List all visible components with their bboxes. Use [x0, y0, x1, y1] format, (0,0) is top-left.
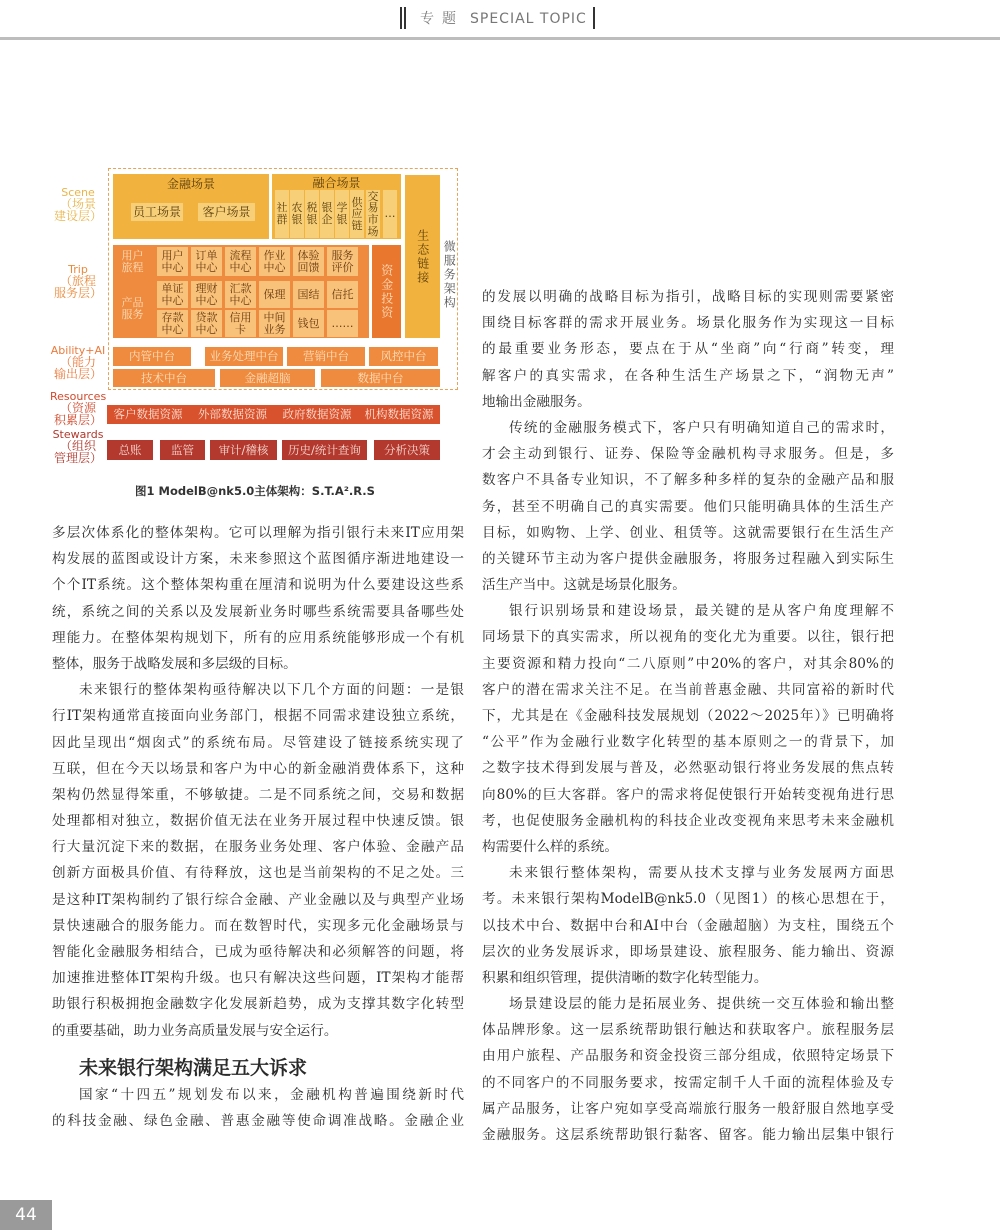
ability-platform	[287, 347, 365, 366]
fusion-item	[290, 190, 304, 238]
text-line: 体品牌形象。这一层系统帮助银行触达和获取客户。旅程服务层	[482, 1022, 894, 1039]
ability-platform-label: 金融超脑	[244, 370, 291, 385]
ability-platform-label: 内管中台	[129, 349, 175, 364]
text-line: 主要资源和精力投向“二八原则”中20%的客户，对其余80%的	[482, 655, 894, 672]
product-cell	[293, 281, 324, 308]
text-line: “公平”作为金融行业数字化转型的基本原则之一的背景下，加	[482, 734, 894, 751]
ability-platform	[321, 369, 440, 387]
text-line: 行IT架构通常直接面向业务部门，根据不同需求建设独立系统，	[52, 708, 464, 725]
text-line: 的重要基础，助力业务高质量发展与安全运行。	[52, 1022, 338, 1039]
resource-item-label: 政府数据资源	[282, 407, 352, 422]
header-bar	[400, 7, 402, 29]
text-line: 因此呈现出“烟囱式”的系统布局。尽管建设了链接系统实现了	[52, 734, 464, 751]
layer-label-en: Scene	[61, 186, 95, 199]
fusion-item	[305, 190, 319, 238]
product-cell	[191, 310, 222, 337]
product-cell	[225, 281, 256, 308]
ability-platform-label: 技术中台	[141, 370, 187, 385]
text-line: 统，系统之间的关系以及发展新业务时哪些系统需要具备哪些处	[52, 603, 464, 620]
product-cell	[259, 281, 290, 308]
trip-cell	[327, 247, 358, 276]
text-line: 向80%的巨大客群。客户的需求将促使银行开始转变视角进行思	[482, 786, 894, 803]
left-column	[52, 520, 464, 1134]
steward-item	[107, 440, 153, 460]
text-line: 的科技金融、绿色金融、普惠金融等使命调准战略。金融企业	[52, 1112, 464, 1129]
paragraph	[482, 598, 894, 860]
layer-label-cn: （旅程	[59, 274, 96, 288]
resource-item	[276, 405, 358, 424]
steward-item	[210, 440, 277, 460]
text-line: 场景建设层的能力是拓展业务、提供统一交互体验和输出整	[509, 996, 894, 1013]
layer-label	[50, 264, 106, 299]
trip-cell	[225, 247, 256, 276]
product-cell	[157, 310, 188, 337]
section-cn: 专题	[420, 11, 464, 27]
layer-label-en: Trip	[68, 263, 88, 276]
ability-platform	[113, 369, 215, 387]
product-cell	[191, 281, 222, 308]
trip-cell	[157, 247, 188, 276]
steward-item-label: 历史/统计查询	[288, 442, 361, 457]
ability-platform	[220, 369, 315, 387]
steward-item-label: 分析决策	[384, 442, 430, 457]
text-line: 考。未来银行架构ModelB@nk5.0（见图1）的核心思想在于，	[482, 891, 894, 908]
product-cell-label: 理财中心	[195, 281, 218, 307]
page-header	[0, 0, 1000, 40]
resource-item-label: 客户数据资源	[113, 407, 183, 422]
layer-label	[50, 429, 106, 464]
text-line: 下，尤其是在《金融科技发展规划（2022～2025年）》已明确将	[482, 708, 894, 724]
ability-platform-label: 风控中台	[380, 349, 427, 364]
resource-item-label: 机构数据资源	[364, 407, 434, 422]
product-cell	[225, 310, 256, 337]
resource-item	[191, 405, 274, 424]
layer-label	[50, 391, 106, 426]
text-line: 之数字技术得到发展与普及，必然驱动银行将业务发展的焦点转	[482, 760, 894, 777]
text-line: 整体，服务于战略发展和多层级的目标。	[52, 655, 297, 672]
text-line: 景快速融合的服务能力。而在数智时代，实现多元化金融场景与	[52, 917, 464, 934]
layer-label-cn: 输出层）	[53, 367, 102, 381]
text-line: 构发展的蓝图或设计方案，未来参照这个蓝图循序渐进地建设一	[52, 551, 464, 568]
fund-invest-block	[372, 245, 401, 338]
text-line: 传统的金融服务模式下，客户只有明确知道自己的需求时，	[509, 419, 894, 436]
text-line: 地输出金融服务。	[482, 393, 591, 410]
product-cell	[327, 310, 358, 337]
steward-item-label: 总账	[118, 442, 142, 457]
text-line: 国家“十四五”规划发布以来，金融机构普遍围绕新时代	[79, 1086, 464, 1103]
ability-platform-label: 营销中台	[303, 349, 349, 364]
product-cell-label: 中间业务	[263, 310, 286, 336]
trip-cell-label: 作业中心	[263, 248, 286, 274]
layer-label	[50, 345, 106, 380]
text-line: 理能力。在整体架构规划下，所有的应用系统能够形成一个有机	[52, 629, 464, 646]
scene-item-label: 客户场景	[202, 204, 251, 219]
header-bar	[593, 7, 595, 29]
fusion-scene-title	[272, 175, 401, 191]
text-line: 数客户不具备专业知识，不了解多种多样的复杂的金融产品和服	[482, 472, 894, 489]
trip-cell-label: 订单中心	[195, 248, 218, 274]
resource-item-label: 外部数据资源	[198, 407, 267, 422]
trip-cell-label: 流程中心	[229, 248, 252, 274]
ability-platform-label: 业务处理中台	[209, 349, 279, 364]
finance-scene-title-label: 金融场景	[166, 176, 215, 191]
text-line: 行大量沉淀下来的数据，在服务业务处理、客户体验、金融产品	[52, 839, 464, 856]
text-line: 属产品服务，让客户宛如享受高端旅行服务一般舒服自然地享受	[482, 1100, 894, 1117]
layer-label-cn: （资源	[59, 401, 96, 415]
text-line: 是这种IT架构制约了银行综合金融、产业金融以及与典型产业场	[52, 891, 464, 908]
layer-label-cn: （场景	[59, 197, 96, 211]
steward-item	[282, 440, 367, 460]
layer-label-en: Ability+AI	[50, 344, 106, 357]
paragraph	[482, 415, 894, 598]
text-line: 创新方面极具价值、有待释放，这也是当前架构的不足之处。三	[52, 865, 464, 882]
product-cell	[327, 281, 358, 308]
text-line: 目标，如购物、上学、创业、租赁等。这就需要银行在生活生产	[482, 524, 894, 541]
product-cell-label: 保理	[263, 287, 286, 301]
fusion-item-label: 税银	[306, 201, 318, 226]
product-cell-label: 钱包	[297, 316, 320, 330]
right-column	[482, 284, 894, 1148]
fusion-scene-title-label: 融合场景	[312, 175, 361, 190]
layer-label-en: Resources	[50, 390, 107, 403]
text-line: 以技术中台、数据中台和AI中台（金融超脑）为支柱，围绕五个	[482, 917, 894, 934]
text-line: 的发展以明确的战略目标为指引，战略目标的实现则需要紧密	[482, 289, 894, 305]
product-service-label	[114, 281, 151, 337]
text-line: 解客户的真实需求，在各种生活生产场景之下，“润物无声”	[482, 367, 894, 384]
layer-label-en: Stewards	[52, 428, 104, 441]
section-heading: 未来银行架构满足五大诉求	[79, 1056, 308, 1079]
section-title	[420, 8, 587, 28]
eco-link-block	[405, 175, 440, 338]
steward-item-label: 监管	[171, 442, 194, 457]
steward-item	[160, 440, 205, 460]
microservice-label-label: 微服务架构	[442, 240, 457, 310]
trip-cell	[191, 247, 222, 276]
fusion-item	[366, 190, 380, 238]
text-line: 的最重要业务形态，要点在于从“坐商”向“行商”转变，理	[482, 341, 894, 358]
text-line: 未来银行整体架构，需要从技术支撑与业务发展两方面思	[509, 865, 894, 882]
fusion-item-label: 供应链	[351, 195, 363, 232]
fusion-item	[383, 190, 397, 238]
fusion-item	[350, 190, 364, 238]
text-line: 同场景下的真实需求，所以视角的变化尤为重要。以往，银行把	[482, 629, 894, 646]
product-cell-label: 国结	[297, 287, 320, 301]
product-cell	[259, 310, 290, 337]
finance-scene-title	[113, 176, 269, 192]
product-service-label-label: 产品服务	[121, 296, 144, 321]
fusion-item-label: 社群	[276, 201, 288, 226]
header-bar	[404, 7, 406, 29]
text-line: 才会主动到银行、证券、保险等金融机构寻求服务。但是，多	[482, 446, 894, 463]
fusion-item-label: 农银	[291, 201, 303, 226]
paragraph	[52, 520, 464, 677]
product-cell	[157, 281, 188, 308]
trip-cell-label: 体验回馈	[297, 248, 320, 274]
eco-link-block-label: 生态链接	[415, 228, 430, 285]
product-cell-label: 信托	[331, 287, 354, 301]
fusion-item	[335, 190, 349, 238]
product-cell	[293, 310, 324, 337]
microservice-label	[442, 230, 456, 320]
text-line: 互联，但在今天以场景和客户为中心的新金融消费体系下，这种	[52, 760, 464, 777]
trip-cell	[259, 247, 290, 276]
text-line: 未来银行的整体架构亟待解决以下几个方面的问题：一是银	[79, 682, 464, 699]
trip-cell-label: 服务评价	[331, 248, 354, 274]
ability-platform	[113, 347, 191, 366]
text-line: 由用户旅程、产品服务和资金投资三部分组成，依照特定场景下	[482, 1048, 894, 1065]
layer-label-cn: 建设层）	[53, 209, 102, 223]
scene-item	[131, 203, 183, 221]
ability-platform	[369, 347, 438, 366]
text-line: 个个IT系统。这个整体架构重在厘清和说明为什么要建设这些系	[52, 577, 464, 594]
paragraph	[52, 677, 464, 1044]
paragraph	[482, 991, 894, 1148]
text-line: 银行识别场景和建设场景，最关键的是从客户角度理解不	[509, 603, 894, 620]
fusion-item-label: 银企	[321, 201, 333, 226]
product-cell-label: 贷款中心	[195, 310, 218, 336]
paragraph	[482, 284, 894, 415]
text-line: 金融服务。这层系统帮助银行黏客、留客。能力输出层集中银行	[482, 1127, 894, 1143]
text-line: 积累和组织管理，提供清晰的数字化转型能力。	[482, 969, 768, 986]
fund-invest-block-label: 资金投资	[379, 263, 394, 320]
text-line: 活生产当中。这就是场景化服务。	[482, 577, 686, 594]
ability-platform	[205, 347, 283, 366]
text-line: 围绕目标客群的需求开展业务。场景化服务作为实现这一目标	[482, 315, 894, 332]
product-cell-label: 单证中心	[161, 281, 184, 307]
product-cell-label: 存款中心	[161, 310, 184, 336]
text-line: 多层次体系化的整体架构。它可以理解为指引银行未来IT应用架	[52, 525, 464, 541]
text-line: 加速推进整体IT架构升级。也只有解决这些问题，IT架构才能帮	[52, 970, 464, 987]
layer-label-cn: 服务层）	[53, 286, 102, 300]
text-line: 考，也促使服务金融机构的科技企业改变视角来思考未来金融机	[482, 812, 894, 829]
steward-item-label: 审计/稽核	[218, 442, 269, 457]
paragraph	[482, 860, 894, 991]
text-line: 的关键环节主动为客户提供金融服务，将服务过程融入到实际生	[482, 550, 894, 567]
text-line: 助银行积极拥抱金融数字化发展新趋势，成为支撑其数字化转型	[52, 996, 464, 1013]
resource-item	[108, 405, 188, 424]
section-en: SPECIAL TOPIC	[470, 11, 587, 27]
scene-item	[198, 203, 255, 221]
layer-label-cn: （组织	[59, 439, 96, 453]
layer-label-cn: 积累层）	[53, 413, 102, 427]
product-cell-label: ……	[331, 316, 354, 330]
product-cell-label: 信用卡	[229, 310, 252, 336]
text-line: 客户的潜在需求关注不足。在当前普惠金融、共同富裕的新时代	[482, 681, 894, 698]
fusion-item	[275, 190, 289, 238]
ability-platform-label: 数据中台	[357, 370, 404, 385]
resource-item	[359, 405, 439, 424]
fusion-item-label: 学银	[336, 201, 348, 226]
paragraph	[52, 1082, 464, 1134]
scene-item-label: 员工场景	[132, 204, 181, 219]
steward-item	[374, 440, 440, 460]
layer-label-cn: 管理层）	[53, 451, 102, 465]
text-line: 智能化金融服务相结合，已成为亟待解决和必须解答的问题，将	[52, 944, 464, 960]
layer-label-cn: （能力	[59, 355, 96, 369]
trip-cell-label: 用户中心	[161, 248, 184, 274]
user-journey-label	[114, 246, 151, 278]
text-line: 架构仍然显得笨重，不够敏捷。二是不同系统之间，交易和数据	[52, 786, 464, 803]
figure-caption: 图1 ModelB@nk5.0主体架构：S.T.A².R.S	[135, 484, 375, 498]
fusion-item-label: …	[384, 207, 396, 221]
product-cell-label: 汇款中心	[229, 281, 252, 307]
text-line: 层次的业务发展诉求，即场景建设、旅程服务、能力输出、资源	[482, 943, 894, 960]
fusion-item-label: 交易市场	[367, 189, 379, 238]
trip-cell	[293, 247, 324, 276]
page-number: 44	[0, 1200, 52, 1230]
text-line: 构需要什么样的系统。	[482, 838, 618, 855]
fusion-item	[320, 190, 334, 238]
text-line: 的不同客户的不同服务要求，按需定制千人千面的流程体验及专	[482, 1074, 894, 1091]
user-journey-label-label: 用户旅程	[121, 249, 144, 274]
layer-label	[50, 187, 106, 222]
text-line: 务，甚至不明确自己的真实需要。他们只能明确具体的生活生产	[482, 498, 894, 515]
text-line: 处理都相对独立，数据价值无法在业务开展过程中快速反馈。银	[52, 813, 464, 830]
